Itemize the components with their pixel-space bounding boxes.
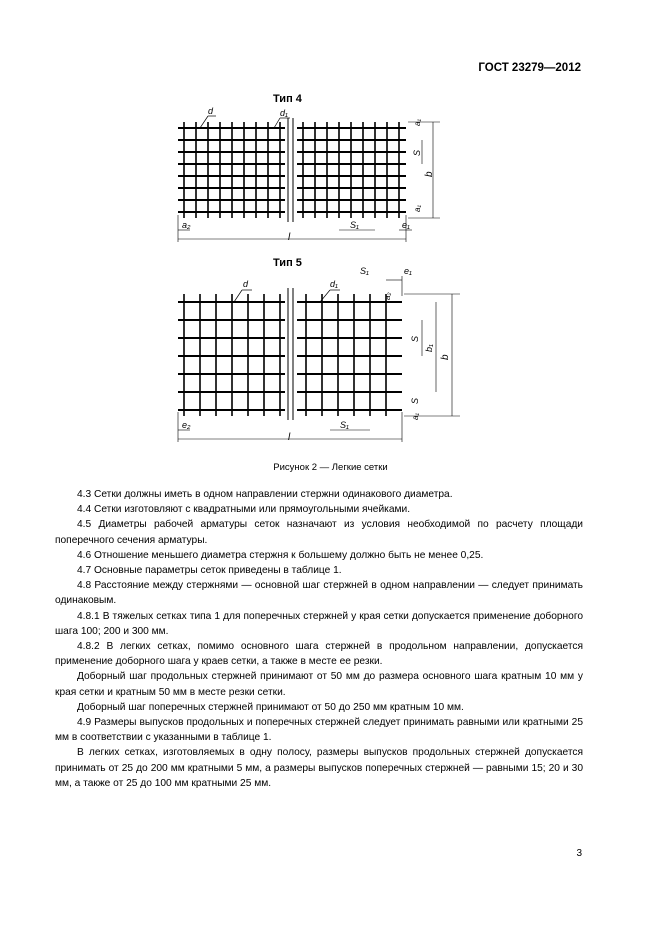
type5-label-e1-top: e₁ (404, 266, 412, 276)
paragraph: 4.8.1 В тяжелых сетках типа 1 для поперечных стержней у края сетки допускается применение доборного шага 100; 200 и 300 мм. (55, 610, 583, 637)
paragraph: 4.3 Сетки должны иметь в одном направлении стержни одинакового диаметра. (77, 489, 453, 500)
type4-label-S: S (412, 149, 422, 156)
body-text (55, 487, 583, 791)
paragraph: 4.9 Размеры выпусков продольных и поперечных стержней следует принимать равными или кратными 25 мм в соответствии с указанными в таблице 1. (55, 717, 583, 744)
paragraph: 4.8.2 В легких сетках, помимо основного шага стержней в продольном направлении, допускается применение доборного шага у краев сетки, а также в месте ее резки. (55, 641, 583, 668)
type4-label-d1: d₁ (280, 108, 288, 118)
type5-label-a1: a₁ (411, 413, 420, 420)
type4-label-e1: e₁ (402, 220, 410, 230)
type5-label-S: S (410, 335, 420, 342)
paragraph: Доборный шаг продольных стержней принимают от 50 мм до размера основного шага кратным 10 мм у края сетки и кратным 50 мм в месте резки сетки. (55, 671, 583, 698)
paragraph: 4.5 Диаметры рабочей арматуры сеток назначают из условия необходимой по расчету площади поперечного сечения арматуры. (55, 519, 583, 546)
type5-title: Тип 5 (273, 257, 302, 269)
type5-label-S1-top: S₁ (360, 266, 369, 276)
paragraph: 4.6 Отношение меньшего диаметра стержня к большему должно быть не менее 0,25. (77, 549, 484, 561)
type5-label-S1: S₁ (340, 420, 349, 430)
type4-label-d: d (208, 106, 214, 116)
figure-caption: Рисунок 2 — Легкие сетки (273, 462, 388, 473)
type5-label-S-bottom: S (410, 397, 420, 404)
type5-label-d: d (243, 279, 249, 289)
paragraph: 4.8 Расстояние между стержнями — основной шаг стержней в одном направлении — следует принимать одинаковым. (55, 580, 583, 607)
type5-label-d1: d₁ (330, 279, 338, 289)
type4-label-a1: a₁ (413, 119, 422, 126)
type4-label-b: b (424, 171, 435, 177)
type5-label-l: l (288, 432, 291, 443)
paragraph: В легких сетках, изготовляемых в одну полосу, размеры выпусков продольных стержней допускается принимать от 25 до 200 мм кратными 5 мм, а размеры выпусков поперечных стержней — равными 15; 20 и 30 мм, а также от 25 до 100 мм кратными 25 мм. (55, 747, 583, 789)
type4-label-a1-bottom: a₁ (413, 205, 422, 212)
type4-label-S1: S₁ (350, 220, 359, 230)
figure-light-meshes (160, 90, 460, 450)
paragraph: 4.7 Основные параметры сеток приведены в таблице 1. (77, 565, 342, 577)
type4-mesh (178, 116, 440, 242)
document-header: ГОСТ 23279—2012 (478, 62, 581, 74)
paragraph: Доборный шаг поперечных стержней принимают от 50 до 250 мм кратным 10 мм. (77, 701, 464, 713)
type5-label-b1: b₁ (424, 344, 434, 352)
type4-title: Тип 4 (273, 93, 302, 105)
type4-label-a2: a₂ (182, 220, 191, 230)
page-number: 3 (576, 848, 582, 859)
type5-label-a2-top: a₂ (383, 292, 392, 300)
paragraph: 4.4 Сетки изготовляют с квадратными или прямоугольными ячейками. (77, 504, 411, 516)
type5-label-b: b (440, 354, 451, 360)
type5-label-e2: e₂ (182, 420, 191, 430)
type4-label-l: l (288, 232, 291, 243)
